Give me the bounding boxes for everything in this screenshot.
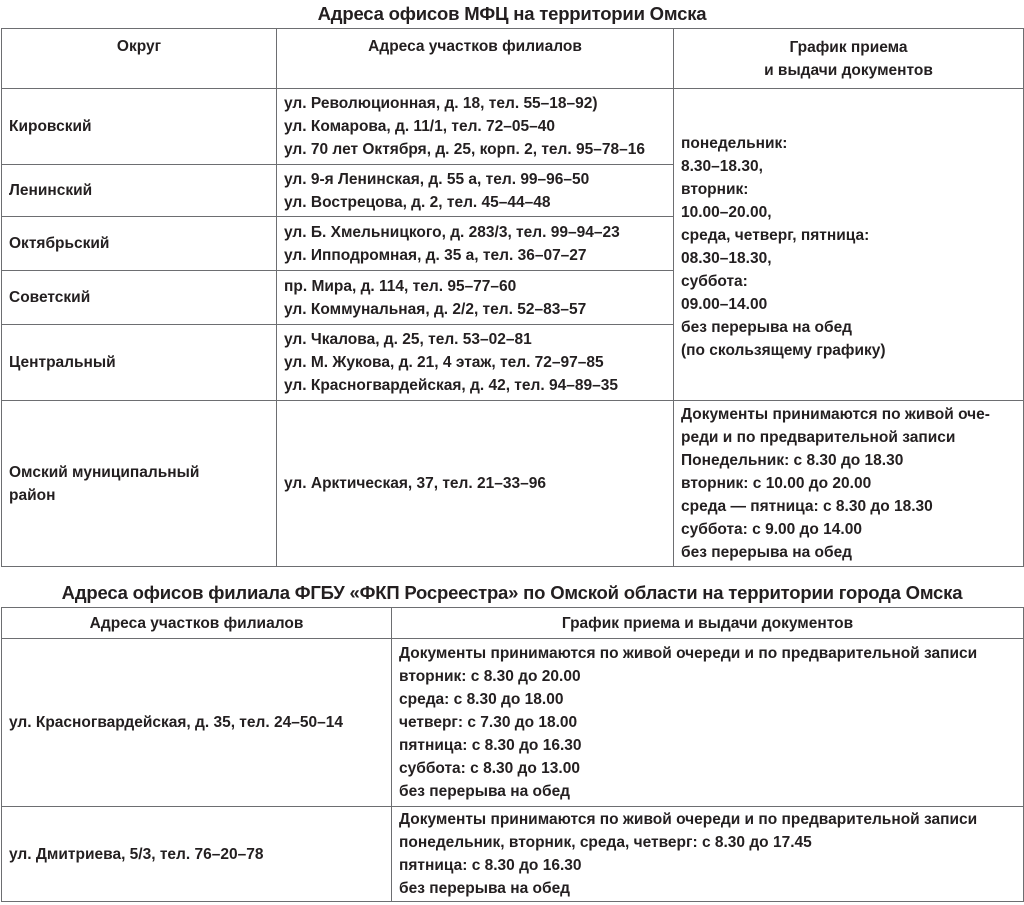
addresses-cell: ул. 9-я Ленинская, д. 55 а, тел. 99–96–50 ул. Вострецова, д. 2, тел. 45–44–48 <box>277 165 674 217</box>
table-row <box>2 639 1024 807</box>
mfc-offices-table <box>1 28 1024 567</box>
addresses-cell: ул. Чкалова, д. 25, тел. 53–02–81 ул. М. Жукова, д. 21, 4 этаж, тел. 72–97–85 ул. Красногвардейская, д. 42, тел. 94–89–35 <box>277 325 674 401</box>
table-row <box>2 807 1024 902</box>
common-schedule-cell: понедельник: 8.30–18.30, вторник: 10.00–20.00, среда, четверг, пятница: 08.30–18.30, суббота: 09.00–14.00 без перерыва на обед (по скользящему графику) <box>674 89 1024 401</box>
table-header-row <box>2 29 1024 89</box>
schedule-column-header: График приема и выдачи документов <box>392 608 1024 639</box>
table-header-row <box>2 608 1024 639</box>
district-column-header: Округ <box>2 29 277 89</box>
schedule-column-header: График приема и выдачи документов <box>674 29 1024 89</box>
addresses-column-header: Адреса участков филиалов <box>277 29 674 89</box>
district-cell: Советский <box>2 271 277 325</box>
schedule-cell: Документы принимаются по живой очереди и по предварительной записи вторник: с 8.30 до 20.00 среда: с 8.30 до 18.00 четверг: с 7.30 до 18.00 пятница: с 8.30 до 16.30 суббота: с 8.30 до 13.00 без перерыва на обед <box>392 639 1024 807</box>
addresses-cell: ул. Революционная, д. 18, тел. 55–18–92) ул. Комарова, д. 11/1, тел. 72–05–40 ул. 70 лет Октября, д. 25, корп. 2, тел. 95–78–16 <box>277 89 674 165</box>
addresses-cell: пр. Мира, д. 114, тел. 95–77–60 ул. Коммунальная, д. 2/2, тел. 52–83–57 <box>277 271 674 325</box>
address-cell: ул. Красногвардейская, д. 35, тел. 24–50–14 <box>2 639 392 807</box>
district-cell: Омский муниципальный район <box>2 401 277 567</box>
schedule-cell: Документы принимаются по живой очереди и по предварительной записи понедельник, вторник, среда, четверг: с 8.30 до 17.45 пятница: с 8.30 до 16.30 без перерыва на обед <box>392 807 1024 902</box>
addresses-cell: ул. Б. Хмельницкого, д. 283/3, тел. 99–94–23 ул. Ипподромная, д. 35 а, тел. 36–07–27 <box>277 217 674 271</box>
district-cell: Октябрьский <box>2 217 277 271</box>
address-cell: ул. Дмитриева, 5/3, тел. 76–20–78 <box>2 807 392 902</box>
table-row <box>2 89 1024 165</box>
mfc-table-title: Адреса офисов МФЦ на территории Омска <box>317 3 707 24</box>
addresses-cell: ул. Арктическая, 37, тел. 21–33–96 <box>277 401 674 567</box>
rosreestr-offices-table <box>1 607 1024 902</box>
district-cell: Центральный <box>2 325 277 401</box>
district-cell: Кировский <box>2 89 277 165</box>
rosreestr-table-title: Адреса офисов филиала ФГБУ «ФКП Росреестра» по Омской области на территории города Омска <box>61 582 963 603</box>
addresses-column-header: Адреса участков филиалов <box>2 608 392 639</box>
table-row <box>2 401 1024 567</box>
schedule-cell: Документы принимаются по живой оче- реди и по предварительной записи Понедельник: с 8.30 до 18.30 вторник: с 10.00 до 20.00 среда — пятница: с 8.30 до 18.30 суббота: с 9.00 до 14.00 без перерыва на обед <box>674 401 1024 567</box>
district-cell: Ленинский <box>2 165 277 217</box>
